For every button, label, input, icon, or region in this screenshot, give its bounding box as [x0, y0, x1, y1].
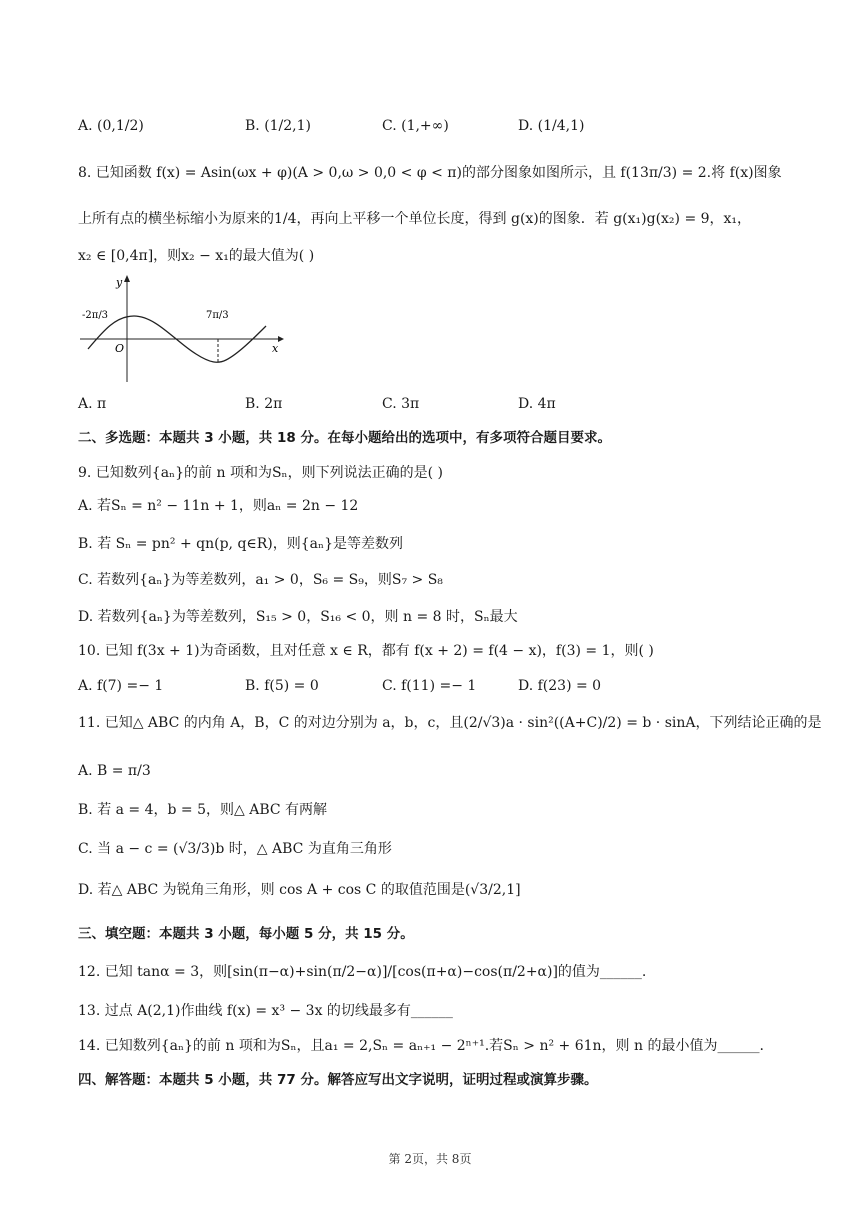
section3-heading: 三、填空题：本题共 3 小题，每小题 5 分，共 15 分。 [78, 926, 414, 942]
q10-option-a: A. f(7) =− 1 [78, 678, 164, 694]
q8-stem-line2: 上所有点的横坐标缩小为原来的1/4，再向上平移一个单位长度，得到 g(x)的图象．若 g(x₁)g(x₂) = 9，x₁， [78, 211, 752, 227]
q9-option-b: B. 若 Sₙ = pn² + qn(p, q∈R)，则{aₙ}是等差数列 [78, 536, 403, 552]
q13-text: 13. 过点 A(2,1)作曲线 f(x) = x³ − 3x 的切线最多有______ [78, 1003, 453, 1019]
q8-stem-line3: x₂ ∈ [0,4π]，则x₂ − x₁的最大值为( ) [78, 248, 315, 264]
q14-text: 14. 已知数列{aₙ}的前 n 项和为Sₙ，且a₁ = 2,Sₙ = aₙ₊₁ − 2ⁿ⁺¹.若Sₙ > n² + 61n，则 n 的最小值为______. [78, 1038, 764, 1054]
graph-right-tick-label: 7π/3 [206, 310, 229, 321]
q11-stem: 11. 已知△ ABC 的内角 A，B，C 的对边分别为 a，b，c，且(2/√3)a · sin²((A+C)/2) = b · sinA，下列结论正确的是 [78, 715, 822, 731]
section2-heading: 二、多选题：本题共 3 小题，共 18 分。在每小题给出的选项中，有多项符合题目要求。 [78, 430, 611, 446]
q8-option-a: A. π [78, 396, 107, 412]
q7-option-a: A. (0,1/2) [78, 118, 144, 134]
q8-stem-line1: 8. 已知函数 f(x) = Asin(ωx + φ)(A > 0,ω > 0,0 < φ < π)的部分图象如图所示，且 f(13π/3) = 2.将 f(x)图象 [78, 165, 782, 181]
q9-option-c: C. 若数列{aₙ}为等差数列，a₁ > 0，S₆ = S₉，则S₇ > S₈ [78, 572, 443, 588]
graph-x-label: x [272, 342, 279, 355]
q8-option-c: C. 3π [382, 396, 420, 412]
graph-y-label: y [116, 276, 123, 289]
q8-option-d: D. 4π [518, 396, 556, 412]
q11-option-b: B. 若 a = 4，b = 5，则△ ABC 有两解 [78, 802, 328, 818]
q9-option-d: D. 若数列{aₙ}为等差数列，S₁₅ > 0，S₁₆ < 0，则 n = 8 时，Sₙ最大 [78, 609, 518, 625]
q11-option-a: A. B = π/3 [78, 763, 151, 779]
q10-option-b: B. f(5) = 0 [245, 678, 319, 694]
q8-option-b: B. 2π [245, 396, 283, 412]
q10-option-c: C. f(11) =− 1 [382, 678, 477, 694]
q12-text: 12. 已知 tanα = 3，则[sin(π−α)+sin(π/2−α)]/[cos(π+α)−cos(π/2+α)]的值为______. [78, 964, 647, 980]
q11-option-c: C. 当 a − c = (√3/3)b 时，△ ABC 为直角三角形 [78, 841, 392, 857]
q7-option-d: D. (1/4,1) [518, 118, 585, 134]
section4-heading: 四、解答题：本题共 5 小题，共 77 分。解答应写出文字说明，证明过程或演算步骤。 [78, 1072, 598, 1088]
graph-origin-label: O [115, 342, 125, 355]
q10-option-d: D. f(23) = 0 [518, 678, 602, 694]
q9-stem: 9. 已知数列{aₙ}的前 n 项和为Sₙ，则下列说法正确的是( ) [78, 465, 443, 481]
q7-option-b: B. (1/2,1) [245, 118, 312, 134]
q9-option-a: A. 若Sₙ = n² − 11n + 1，则aₙ = 2n − 12 [78, 498, 359, 514]
q7-option-c: C. (1,+∞) [382, 118, 449, 134]
q10-stem: 10. 已知 f(3x + 1)为奇函数，且对任意 x ∈ R，都有 f(x + 2) = f(4 − x)，f(3) = 1，则( ) [78, 643, 654, 659]
q11-option-d: D. 若△ ABC 为锐角三角形，则 cos A + cos C 的取值范围是(√3/2,1] [78, 882, 521, 898]
q8-sine-graph [76, 272, 286, 388]
graph-left-tick-label: -2π/3 [82, 310, 109, 321]
page-footer: 第 2页，共 8页 [388, 1152, 472, 1166]
